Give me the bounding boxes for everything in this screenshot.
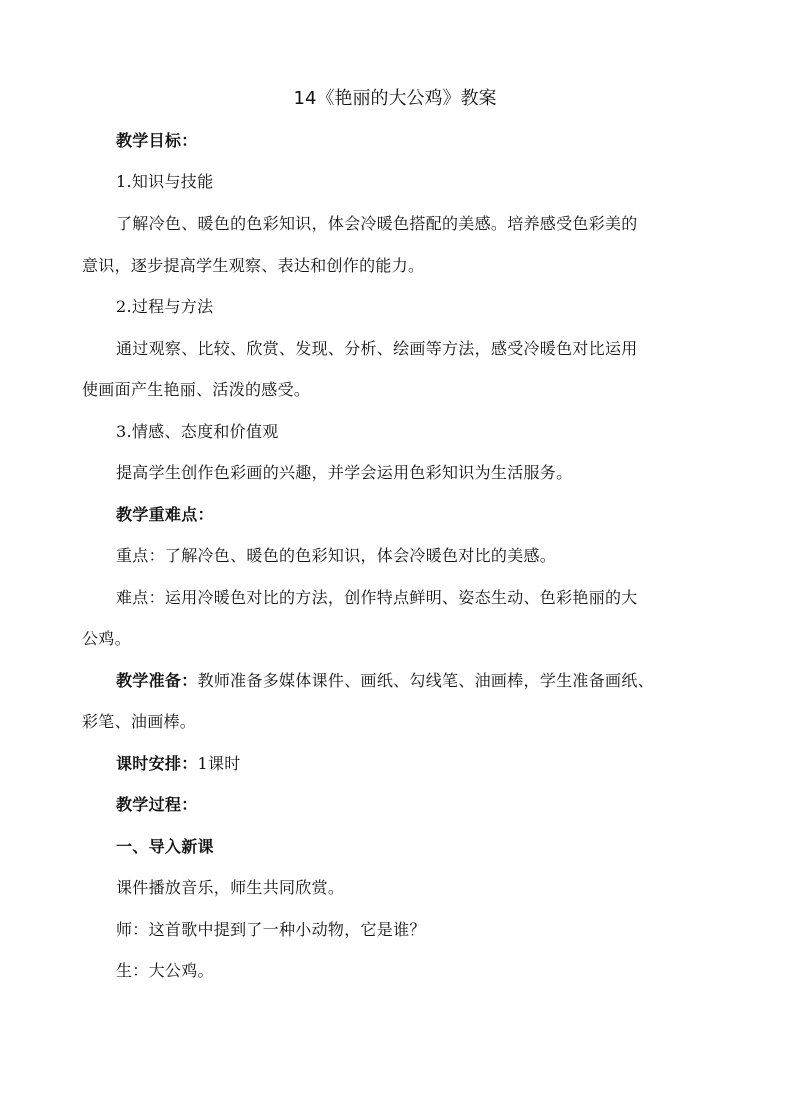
difficulty-text-line-1: 难点：运用冷暖色对比的方法，创作特点鲜明、姿态生动、色彩艳丽的大 [116,588,638,607]
objective-1-heading: 1.知识与技能 [116,172,214,191]
preparation-line-2: 彩笔、油画棒。 [82,712,197,731]
schedule-label: 课时安排： [116,754,198,773]
key-point-text: 重点：了解冷色、暖色的色彩知识，体会冷暖色对比的美感。 [116,546,557,565]
preparation-text: 教师准备多媒体课件、画纸、勾线笔、油画棒，学生准备画纸、 [197,671,654,690]
key-points-heading: 教学重难点： [116,505,214,524]
objective-2-text-line-2: 使画面产生艳丽、活泼的感受。 [82,380,311,399]
objective-1-text-line-2: 意识，逐步提高学生观察、表达和创作的能力。 [82,256,425,275]
section-1-line-3: 生：大公鸡。 [116,961,214,980]
schedule-line [116,751,716,777]
objective-2-text-line-1: 通过观察、比较、欣赏、发现、分析、绘画等方法，感受冷暖色对比运用 [116,339,638,358]
preparation-label: 教学准备： [116,671,198,690]
preparation-line-1 [116,668,716,694]
objective-3-text: 提高学生创作色彩画的兴趣，并学会运用色彩知识为生活服务。 [116,463,573,482]
section-1-line-1: 课件播放音乐，师生共同欣赏。 [116,878,345,897]
section-1-line-2: 师：这首歌中提到了一种小动物，它是谁？ [116,920,426,939]
objective-1-text-line-1: 了解冷色、暖色的色彩知识，体会冷暖色搭配的美感。培养感受色彩美的 [116,214,638,233]
difficulty-text-line-2: 公鸡。 [82,629,131,648]
document-title: 14《艳丽的大公鸡》教案 [293,88,497,109]
objectives-heading: 教学目标： [116,131,198,150]
objective-2-heading: 2.过程与方法 [116,297,214,316]
section-1-heading: 一、导入新课 [116,837,214,856]
objective-3-heading: 3.情感、态度和价值观 [116,422,279,441]
process-heading: 教学过程： [116,795,198,814]
schedule-text: 1课时 [197,754,241,773]
